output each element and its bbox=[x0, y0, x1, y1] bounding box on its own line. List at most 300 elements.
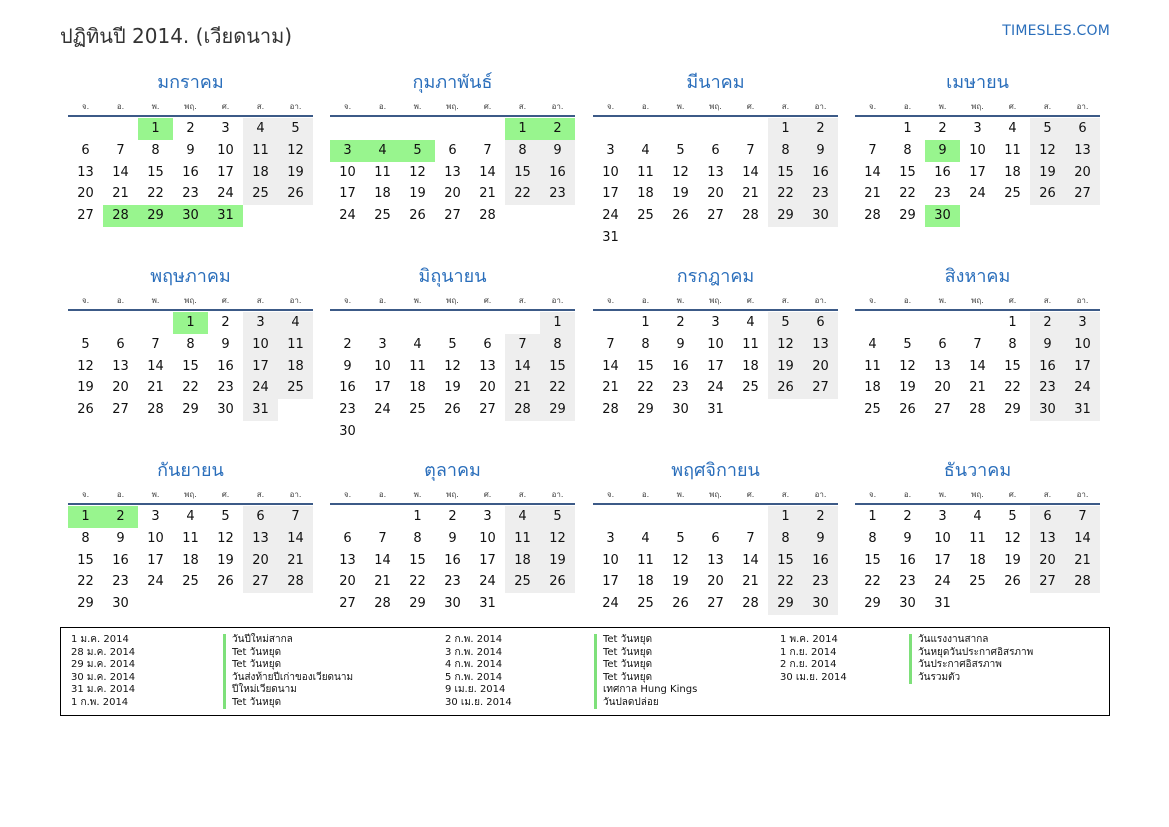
month-days bbox=[855, 312, 1100, 421]
day-cell: 22 bbox=[182, 380, 199, 396]
empty-cell bbox=[505, 205, 540, 227]
header-rule bbox=[855, 503, 1100, 505]
weekday-label: จ. bbox=[343, 296, 352, 305]
day-cell: 31 bbox=[707, 402, 724, 418]
day-cell: 17 bbox=[969, 164, 986, 180]
week-row bbox=[593, 140, 838, 162]
day-cell: 7 bbox=[116, 142, 125, 158]
empty-cell bbox=[68, 118, 103, 140]
day-cell: 26 bbox=[409, 208, 426, 224]
weekday-label: อา. bbox=[1076, 296, 1089, 305]
day-cell: 27 bbox=[243, 571, 278, 593]
month-6 bbox=[330, 266, 575, 443]
week-row bbox=[330, 571, 575, 593]
weekday-label: พฤ. bbox=[446, 296, 459, 305]
legend-date: 28 ม.ค. 2014 bbox=[71, 646, 136, 658]
weekday-label: อา. bbox=[814, 296, 827, 305]
weekday-label: จ. bbox=[343, 490, 352, 499]
day-cell: 21 bbox=[505, 377, 540, 399]
day-cell: 30 bbox=[444, 596, 461, 612]
day-cell: 5 bbox=[1030, 118, 1065, 140]
day-cell: 19 bbox=[540, 550, 575, 572]
day-cell: 22 bbox=[77, 574, 94, 590]
day-cell: 30 bbox=[339, 423, 356, 439]
weekday-label: จ. bbox=[868, 296, 877, 305]
week-row bbox=[330, 183, 575, 205]
day-cell: 10 bbox=[374, 358, 391, 374]
day-cell: 20 bbox=[243, 550, 278, 572]
holiday-day-cell: 1 bbox=[68, 506, 103, 528]
empty-cell bbox=[400, 421, 435, 443]
day-cell: 9 bbox=[676, 336, 685, 352]
day-cell: 14 bbox=[602, 358, 619, 374]
day-cell: 10 bbox=[1065, 334, 1100, 356]
legend-holiday-name: วันหยุดวันประกาศอิสรภาพ bbox=[909, 647, 1033, 660]
weekday-label: อา. bbox=[551, 490, 564, 499]
month-days bbox=[330, 312, 575, 443]
month-days bbox=[68, 118, 313, 227]
day-cell: 17 bbox=[934, 552, 951, 568]
day-cell: 2 bbox=[186, 121, 195, 136]
month-days bbox=[68, 506, 313, 615]
day-cell: 21 bbox=[602, 380, 619, 396]
holiday-legend bbox=[60, 627, 1110, 716]
weekday-label: พ. bbox=[938, 296, 947, 305]
day-cell: 11 bbox=[742, 336, 759, 352]
day-cell: 9 bbox=[540, 140, 575, 162]
day-cell: 22 bbox=[864, 574, 881, 590]
day-cell: 27 bbox=[112, 402, 129, 418]
month-7 bbox=[593, 266, 838, 421]
day-cell: 23 bbox=[339, 402, 356, 418]
day-cell: 10 bbox=[147, 530, 164, 546]
legend-holiday-name: Tet วันหยุด bbox=[223, 647, 353, 660]
day-cell: 11 bbox=[969, 530, 986, 546]
day-cell: 4 bbox=[1008, 121, 1017, 136]
day-cell: 17 bbox=[479, 552, 496, 568]
day-cell: 24 bbox=[602, 208, 619, 224]
day-cell: 31 bbox=[243, 399, 278, 421]
day-cell: 8 bbox=[903, 142, 912, 158]
brand-link[interactable]: TIMESLES.COM bbox=[1002, 23, 1110, 39]
day-cell: 9 bbox=[803, 140, 838, 162]
day-cell: 18 bbox=[409, 380, 426, 396]
empty-cell bbox=[925, 312, 960, 334]
day-cell: 14 bbox=[278, 528, 313, 550]
day-cell: 3 bbox=[151, 509, 160, 524]
legend-date: 1 ม.ค. 2014 bbox=[71, 634, 129, 645]
holiday-day-cell: 29 bbox=[138, 205, 173, 227]
day-cell: 25 bbox=[742, 380, 759, 396]
day-cell: 29 bbox=[409, 596, 426, 612]
day-cell: 27 bbox=[444, 208, 461, 224]
day-cell: 10 bbox=[217, 142, 234, 158]
day-cell: 13 bbox=[243, 528, 278, 550]
day-cell: 13 bbox=[803, 334, 838, 356]
day-cell: 17 bbox=[602, 574, 619, 590]
day-cell: 23 bbox=[540, 183, 575, 205]
day-cell: 21 bbox=[864, 186, 881, 202]
day-cell: 5 bbox=[676, 142, 685, 158]
empty-cell bbox=[733, 118, 768, 140]
day-cell: 24 bbox=[217, 186, 234, 202]
day-cell: 8 bbox=[868, 530, 877, 546]
empty-cell bbox=[890, 312, 925, 334]
week-row bbox=[330, 334, 575, 356]
day-cell: 10 bbox=[707, 336, 724, 352]
day-cell: 26 bbox=[444, 402, 461, 418]
day-cell: 20 bbox=[803, 356, 838, 378]
day-cell: 24 bbox=[147, 574, 164, 590]
week-row bbox=[68, 571, 313, 593]
day-cell: 16 bbox=[672, 358, 689, 374]
day-cell: 26 bbox=[672, 208, 689, 224]
day-cell: 27 bbox=[707, 596, 724, 612]
day-cell: 8 bbox=[505, 140, 540, 162]
empty-cell bbox=[960, 312, 995, 334]
week-row bbox=[68, 183, 313, 205]
empty-cell bbox=[470, 421, 505, 443]
empty-cell bbox=[400, 312, 435, 334]
day-cell: 28 bbox=[374, 596, 391, 612]
week-row bbox=[68, 399, 313, 421]
day-cell: 30 bbox=[217, 402, 234, 418]
day-cell: 1 bbox=[413, 509, 422, 524]
empty-cell bbox=[698, 506, 733, 528]
day-cell: 29 bbox=[864, 596, 881, 612]
empty-cell bbox=[1065, 593, 1100, 615]
empty-cell bbox=[1065, 205, 1100, 227]
day-cell: 24 bbox=[479, 574, 496, 590]
day-cell: 30 bbox=[899, 596, 916, 612]
month-days bbox=[68, 312, 313, 421]
day-cell: 18 bbox=[505, 550, 540, 572]
holiday-day-cell: 30 bbox=[173, 205, 208, 227]
empty-cell bbox=[365, 118, 400, 140]
day-cell: 9 bbox=[116, 530, 125, 546]
weekday-label: พ. bbox=[676, 102, 685, 111]
day-cell: 7 bbox=[505, 334, 540, 356]
month-days bbox=[330, 118, 575, 227]
weekday-header bbox=[855, 100, 1100, 114]
weekday-label: อา. bbox=[289, 296, 302, 305]
day-cell: 7 bbox=[151, 336, 160, 352]
weekday-label: อ. bbox=[641, 296, 650, 305]
day-cell: 26 bbox=[768, 377, 803, 399]
day-cell: 5 bbox=[540, 506, 575, 528]
day-cell: 24 bbox=[934, 574, 951, 590]
day-cell: 21 bbox=[374, 574, 391, 590]
weekday-label: อา. bbox=[551, 102, 564, 111]
week-row bbox=[593, 528, 838, 550]
week-row bbox=[855, 312, 1100, 334]
month-11 bbox=[593, 460, 838, 615]
weekday-label: ส. bbox=[256, 296, 265, 305]
day-cell: 29 bbox=[768, 593, 803, 615]
day-cell: 28 bbox=[742, 596, 759, 612]
empty-cell bbox=[628, 506, 663, 528]
day-cell: 19 bbox=[1004, 552, 1021, 568]
day-cell: 23 bbox=[803, 183, 838, 205]
legend-date: 1 ก.ย. 2014 bbox=[780, 646, 837, 658]
empty-cell bbox=[1030, 593, 1065, 615]
weekday-label: พ. bbox=[151, 296, 160, 305]
week-row bbox=[855, 377, 1100, 399]
holiday-day-cell: 30 bbox=[925, 205, 960, 227]
week-row bbox=[855, 140, 1100, 162]
holiday-day-cell: 4 bbox=[365, 140, 400, 162]
week-row bbox=[855, 205, 1100, 227]
holiday-day-cell: 1 bbox=[173, 312, 208, 334]
day-cell: 24 bbox=[969, 186, 986, 202]
day-cell: 17 bbox=[243, 356, 278, 378]
day-cell: 13 bbox=[479, 358, 496, 374]
weekday-header bbox=[330, 294, 575, 308]
week-row bbox=[855, 550, 1100, 572]
day-cell: 27 bbox=[1065, 183, 1100, 205]
legend-date: 5 ก.พ. 2014 bbox=[445, 671, 503, 683]
day-cell: 21 bbox=[147, 380, 164, 396]
weekday-label: จ. bbox=[81, 490, 90, 499]
day-cell: 4 bbox=[641, 530, 650, 546]
day-cell: 5 bbox=[768, 312, 803, 334]
day-cell: 6 bbox=[938, 336, 947, 352]
weekday-label: ส. bbox=[781, 102, 790, 111]
day-cell: 24 bbox=[243, 377, 278, 399]
empty-cell bbox=[540, 421, 575, 443]
legend-names-col-2 bbox=[594, 634, 697, 709]
day-cell: 19 bbox=[672, 574, 689, 590]
day-cell: 19 bbox=[672, 186, 689, 202]
day-cell: 6 bbox=[1065, 118, 1100, 140]
day-cell: 12 bbox=[768, 334, 803, 356]
day-cell: 11 bbox=[278, 334, 313, 356]
weekday-label: ส. bbox=[781, 490, 790, 499]
day-cell: 1 bbox=[768, 118, 803, 140]
month-days bbox=[593, 312, 838, 421]
legend-holiday-name: วันส่งท้ายปีเก่าของเวียดนาม bbox=[223, 672, 353, 685]
weekday-label: พฤ. bbox=[709, 296, 722, 305]
empty-cell bbox=[278, 593, 313, 615]
empty-cell bbox=[995, 593, 1030, 615]
day-cell: 1 bbox=[1008, 315, 1017, 330]
week-row bbox=[593, 334, 838, 356]
day-cell: 19 bbox=[409, 186, 426, 202]
week-row bbox=[330, 140, 575, 162]
day-cell: 29 bbox=[768, 205, 803, 227]
weekday-label: ส. bbox=[781, 296, 790, 305]
day-cell: 21 bbox=[278, 550, 313, 572]
weekday-label: อ. bbox=[378, 102, 387, 111]
weekday-label: ศ. bbox=[1008, 102, 1017, 111]
day-cell: 13 bbox=[707, 164, 724, 180]
day-cell: 12 bbox=[672, 164, 689, 180]
weekday-label: ส. bbox=[256, 490, 265, 499]
day-cell: 21 bbox=[742, 186, 759, 202]
day-cell: 25 bbox=[969, 574, 986, 590]
weekday-label: ส. bbox=[518, 296, 527, 305]
day-cell: 3 bbox=[606, 142, 615, 158]
day-cell: 13 bbox=[1030, 528, 1065, 550]
day-cell: 10 bbox=[934, 530, 951, 546]
day-cell: 23 bbox=[934, 186, 951, 202]
weekday-label: อา. bbox=[814, 490, 827, 499]
day-cell: 18 bbox=[243, 162, 278, 184]
weekday-label: อ. bbox=[378, 296, 387, 305]
empty-cell bbox=[138, 312, 173, 334]
header-rule bbox=[330, 309, 575, 311]
day-cell: 26 bbox=[540, 571, 575, 593]
weekday-header bbox=[593, 100, 838, 114]
day-cell: 14 bbox=[864, 164, 881, 180]
day-cell: 12 bbox=[409, 164, 426, 180]
day-cell: 20 bbox=[339, 574, 356, 590]
week-row bbox=[68, 118, 313, 140]
day-cell: 16 bbox=[540, 162, 575, 184]
day-cell: 11 bbox=[637, 164, 654, 180]
day-cell: 20 bbox=[444, 186, 461, 202]
day-cell: 16 bbox=[803, 550, 838, 572]
weekday-label: ศ. bbox=[221, 296, 230, 305]
day-cell: 26 bbox=[1004, 574, 1021, 590]
day-cell: 3 bbox=[606, 530, 615, 546]
day-cell: 22 bbox=[409, 574, 426, 590]
day-cell: 15 bbox=[540, 356, 575, 378]
day-cell: 19 bbox=[77, 380, 94, 396]
empty-cell bbox=[733, 227, 768, 249]
day-cell: 9 bbox=[903, 530, 912, 546]
legend-date: 29 ม.ค. 2014 bbox=[71, 659, 136, 670]
day-cell: 2 bbox=[938, 121, 947, 136]
weekday-label: ศ. bbox=[746, 102, 755, 111]
legend-dates-col-2 bbox=[445, 634, 512, 709]
empty-cell bbox=[698, 118, 733, 140]
month-4 bbox=[855, 72, 1100, 227]
empty-cell bbox=[138, 593, 173, 615]
day-cell: 28 bbox=[278, 571, 313, 593]
day-cell: 8 bbox=[81, 530, 90, 546]
week-row bbox=[330, 528, 575, 550]
day-cell: 4 bbox=[243, 118, 278, 140]
weekday-label: พฤ. bbox=[184, 490, 197, 499]
day-cell: 1 bbox=[903, 121, 912, 136]
day-cell: 22 bbox=[768, 571, 803, 593]
legend-holiday-name: วันประกาศอิสรภาพ bbox=[909, 659, 1033, 672]
day-cell: 24 bbox=[1065, 377, 1100, 399]
weekday-label: ศ. bbox=[221, 102, 230, 111]
day-cell: 27 bbox=[479, 402, 496, 418]
day-cell: 7 bbox=[378, 530, 387, 546]
header-rule bbox=[593, 503, 838, 505]
legend-holiday-name: ปีใหม่เวียดนาม bbox=[223, 684, 353, 697]
day-cell: 4 bbox=[868, 336, 877, 352]
weekday-label: อ. bbox=[116, 296, 125, 305]
header-rule bbox=[593, 309, 838, 311]
holiday-day-cell: 9 bbox=[925, 140, 960, 162]
day-cell: 7 bbox=[973, 336, 982, 352]
day-cell: 17 bbox=[339, 186, 356, 202]
weekday-label: ศ. bbox=[746, 490, 755, 499]
weekday-label: ศ. bbox=[746, 296, 755, 305]
day-cell: 26 bbox=[1030, 183, 1065, 205]
legend-date: 9 เม.ย. 2014 bbox=[445, 684, 506, 695]
day-cell: 18 bbox=[637, 186, 654, 202]
day-cell: 31 bbox=[602, 229, 619, 245]
empty-cell bbox=[505, 312, 540, 334]
month-name: พฤศจิกายน bbox=[671, 460, 760, 481]
day-cell: 18 bbox=[278, 356, 313, 378]
day-cell: 15 bbox=[505, 162, 540, 184]
day-cell: 28 bbox=[479, 208, 496, 224]
empty-cell bbox=[960, 205, 995, 227]
day-cell: 3 bbox=[1065, 312, 1100, 334]
legend-names-col-1 bbox=[223, 634, 353, 709]
weekday-header bbox=[68, 488, 313, 502]
day-cell: 14 bbox=[505, 356, 540, 378]
day-cell: 30 bbox=[112, 596, 129, 612]
weekday-label: พ. bbox=[151, 102, 160, 111]
empty-cell bbox=[663, 118, 698, 140]
empty-cell bbox=[278, 205, 313, 227]
day-cell: 27 bbox=[707, 208, 724, 224]
day-cell: 3 bbox=[483, 509, 492, 524]
day-cell: 25 bbox=[243, 183, 278, 205]
weekday-label: พฤ. bbox=[709, 490, 722, 499]
empty-cell bbox=[960, 593, 995, 615]
empty-cell bbox=[243, 205, 278, 227]
week-row bbox=[330, 550, 575, 572]
empty-cell bbox=[470, 118, 505, 140]
weekday-label: พ. bbox=[413, 102, 422, 111]
day-cell: 5 bbox=[676, 530, 685, 546]
header-rule bbox=[68, 309, 313, 311]
week-row bbox=[855, 118, 1100, 140]
day-cell: 25 bbox=[637, 596, 654, 612]
weekday-label: จ. bbox=[81, 102, 90, 111]
weekday-label: ศ. bbox=[483, 102, 492, 111]
day-cell: 3 bbox=[938, 509, 947, 524]
week-row bbox=[330, 399, 575, 421]
day-cell: 10 bbox=[479, 530, 496, 546]
day-cell: 18 bbox=[1004, 164, 1021, 180]
day-cell: 13 bbox=[77, 164, 94, 180]
day-cell: 12 bbox=[217, 530, 234, 546]
day-cell: 25 bbox=[278, 377, 313, 399]
month-1 bbox=[68, 72, 313, 227]
legend-date: 30 เม.ย. 2014 bbox=[445, 696, 512, 708]
day-cell: 17 bbox=[374, 380, 391, 396]
day-cell: 15 bbox=[864, 552, 881, 568]
day-cell: 7 bbox=[868, 142, 877, 158]
day-cell: 15 bbox=[637, 358, 654, 374]
empty-cell bbox=[540, 593, 575, 615]
week-row bbox=[593, 593, 838, 615]
empty-cell bbox=[540, 205, 575, 227]
empty-cell bbox=[470, 312, 505, 334]
weekday-label: ศ. bbox=[221, 490, 230, 499]
holiday-day-cell: 28 bbox=[103, 205, 138, 227]
day-cell: 12 bbox=[1004, 530, 1021, 546]
day-cell: 13 bbox=[444, 164, 461, 180]
day-cell: 11 bbox=[1004, 142, 1021, 158]
day-cell: 7 bbox=[1065, 506, 1100, 528]
day-cell: 7 bbox=[483, 142, 492, 158]
day-cell: 4 bbox=[186, 509, 195, 524]
day-cell: 31 bbox=[479, 596, 496, 612]
weekday-label: อ. bbox=[641, 102, 650, 111]
day-cell: 8 bbox=[413, 530, 422, 546]
day-cell: 6 bbox=[81, 142, 90, 158]
